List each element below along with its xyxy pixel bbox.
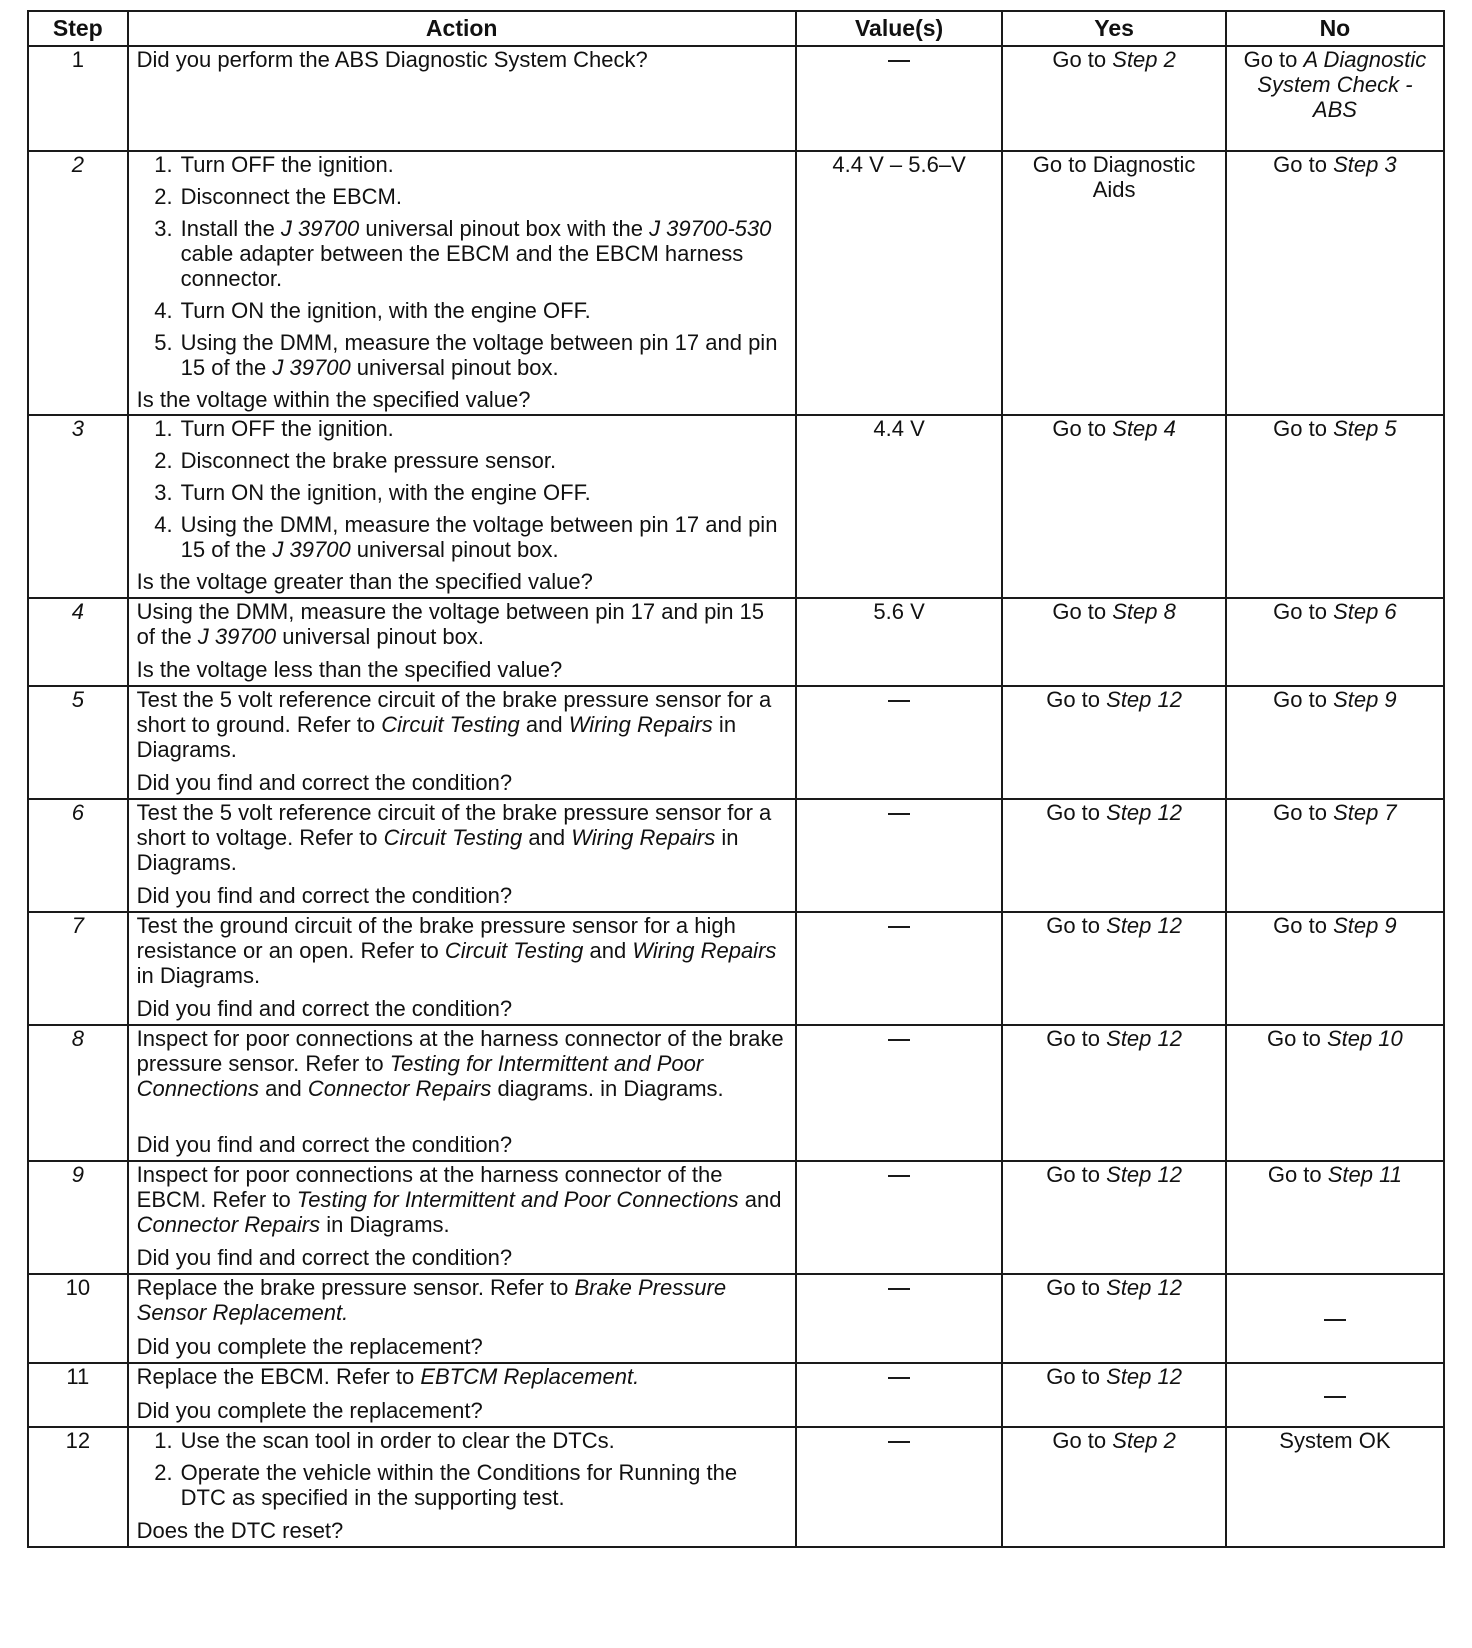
yes-cell[interactable]	[1002, 598, 1225, 686]
action-step-number: 3.	[154, 480, 173, 505]
step-number	[28, 912, 128, 1025]
no-cell[interactable]	[1226, 1363, 1444, 1427]
step-number	[28, 415, 128, 598]
reference-text: Testing for Intermittent and Poor Connections	[136, 1051, 704, 1101]
text-run: Replace the EBCM. Refer to	[136, 1364, 421, 1389]
step-number-text: 9	[71, 1162, 84, 1187]
no-cell[interactable]	[1226, 1274, 1444, 1363]
action-step-text	[181, 216, 787, 291]
action-step-number: 5.	[154, 330, 173, 355]
step-number	[28, 1427, 128, 1547]
text-run: System OK	[1279, 1428, 1391, 1453]
step-number-text: 5	[71, 687, 84, 712]
table-row	[28, 415, 1444, 598]
value-cell	[796, 151, 1003, 415]
step-number-text: 2	[71, 152, 84, 177]
header-yes: Yes	[1002, 11, 1225, 46]
step-number-text: 8	[71, 1026, 84, 1051]
text-run: Test the ground circuit of the brake pressure sensor for a high resistance or an open. Refer to	[136, 913, 736, 963]
action-step-number: 2.	[154, 448, 173, 473]
text-run: Go to	[1046, 913, 1107, 938]
text-run: cable adapter between the EBCM and the EBCM harness connector.	[180, 241, 744, 291]
text-run: Go to	[1052, 47, 1113, 72]
no-cell[interactable]	[1226, 46, 1444, 151]
text-run: Go to	[1267, 1026, 1327, 1051]
dash-mark	[888, 1039, 910, 1041]
dash-mark	[888, 926, 910, 928]
value-cell	[796, 1274, 1003, 1363]
dash-mark	[888, 1288, 910, 1290]
table-row	[28, 151, 1444, 415]
table-row	[28, 1427, 1444, 1547]
header-action: Action	[128, 11, 796, 46]
action-step-item	[137, 1428, 787, 1453]
reference-text: Wiring Repairs	[632, 938, 777, 963]
no-cell[interactable]	[1226, 151, 1444, 415]
action-step-text	[181, 1428, 787, 1453]
action-cell	[128, 1274, 796, 1363]
text-run: Using the DMM, measure the voltage between pin 17 and pin 15 of the	[180, 330, 778, 380]
yes-cell[interactable]	[1002, 151, 1225, 415]
no-cell[interactable]	[1226, 1427, 1444, 1547]
text-run: and	[258, 1076, 308, 1101]
no-cell[interactable]	[1226, 686, 1444, 799]
action-cell	[128, 46, 796, 151]
value-cell	[796, 686, 1003, 799]
table-row	[28, 1161, 1444, 1274]
text-run: Go to	[1046, 1364, 1107, 1389]
text-run: Turn ON the ignition, with the engine OFF.	[180, 298, 591, 323]
action-step-item	[137, 184, 787, 209]
reference-text: Step 2	[1112, 1428, 1176, 1453]
reference-text: Circuit Testing	[444, 938, 584, 963]
action-body	[137, 913, 787, 994]
action-content	[137, 1275, 787, 1359]
table-row	[28, 686, 1444, 799]
reference-text: J 39700	[197, 624, 277, 649]
reference-text: Step 4	[1112, 416, 1176, 441]
step-number	[28, 686, 128, 799]
reference-text: Brake Pressure Sensor Replacement.	[136, 1275, 727, 1325]
diagnostic-document	[27, 10, 1445, 1548]
reference-text: Step 6	[1333, 599, 1397, 624]
action-steps-list	[137, 1428, 787, 1510]
step-number-text: 10	[65, 1275, 91, 1300]
action-body	[137, 1364, 787, 1395]
table-row	[28, 912, 1444, 1025]
action-step-item	[137, 448, 787, 473]
reference-text: Step 9	[1333, 913, 1397, 938]
no-cell[interactable]	[1226, 912, 1444, 1025]
action-cell	[128, 151, 796, 415]
reference-text: Step 10	[1326, 1026, 1403, 1051]
dash-mark	[888, 60, 910, 62]
text-run: Test the 5 volt reference circuit of the brake pressure sensor for a short to voltage. Refer to	[136, 800, 772, 850]
text-run: diagrams. in Diagrams.	[491, 1076, 724, 1101]
action-content	[137, 687, 787, 795]
action-step-item	[137, 480, 787, 505]
text-run: Go to	[1273, 800, 1334, 825]
table-row	[28, 598, 1444, 686]
reference-text: Step 12	[1106, 800, 1182, 825]
value-cell	[796, 46, 1003, 151]
reference-text: Step 2	[1112, 47, 1176, 72]
dash-mark	[888, 1441, 910, 1443]
text-run: Go to	[1273, 152, 1334, 177]
text-run: Go to	[1046, 800, 1107, 825]
action-step-item	[137, 512, 787, 562]
action-body	[137, 1162, 787, 1243]
action-text	[137, 800, 787, 875]
text-run: and	[738, 1187, 782, 1212]
action-step-item	[137, 152, 787, 177]
reference-text: Step 3	[1333, 152, 1397, 177]
value-text: 4.4 V	[873, 416, 925, 441]
text-run: and	[583, 938, 633, 963]
yes-cell[interactable]	[1002, 1025, 1225, 1161]
no-cell[interactable]	[1226, 1025, 1444, 1161]
text-run: Go to	[1273, 913, 1334, 938]
action-step-item	[137, 330, 787, 380]
action-body	[137, 687, 787, 768]
action-cell	[128, 415, 796, 598]
action-step-item	[137, 298, 787, 323]
step-number-text: 6	[71, 800, 84, 825]
text-run: Install the	[180, 216, 281, 241]
action-text	[137, 687, 787, 762]
dash-mark	[888, 700, 910, 702]
step-number-text: 12	[65, 1428, 91, 1453]
text-run: Go to	[1046, 1162, 1107, 1187]
action-step-number: 4.	[154, 512, 173, 537]
text-run: universal pinout box.	[350, 355, 559, 380]
dash-mark	[1324, 1319, 1346, 1321]
step-number	[28, 1161, 128, 1274]
action-step-number: 2.	[154, 1460, 173, 1485]
step-number-text: 1	[71, 47, 84, 72]
step-number-text: 7	[71, 913, 84, 938]
action-content	[137, 913, 787, 1021]
text-run: Test the 5 volt reference circuit of the brake pressure sensor for a short to ground. Refer to	[136, 687, 772, 737]
text-run: Go to Diagnostic Aids	[1032, 152, 1196, 202]
reference-text: Step 5	[1333, 416, 1397, 441]
text-run: Disconnect the EBCM.	[180, 184, 402, 209]
header-values: Value(s)	[796, 11, 1003, 46]
action-cell	[128, 686, 796, 799]
action-text	[137, 1162, 787, 1237]
text-run: Go to	[1052, 416, 1113, 441]
dash-mark	[888, 1377, 910, 1379]
text-run: Go to	[1046, 1026, 1107, 1051]
text-run: Using the DMM, measure the voltage between pin 17 and pin 15 of the	[180, 512, 778, 562]
action-content	[137, 47, 787, 147]
action-text	[137, 913, 787, 988]
text-run: in Diagrams.	[136, 963, 261, 988]
action-text	[137, 1026, 787, 1101]
step-number-text: 4	[71, 599, 84, 624]
text-run: Inspect for poor connections at the harness connector of the brake pressure sensor. Refer to	[136, 1026, 784, 1076]
action-body	[137, 47, 787, 78]
action-step-text	[181, 416, 787, 441]
text-run: universal pinout box.	[350, 537, 559, 562]
text-run: Go to	[1243, 47, 1304, 72]
action-question: Did you find and correct the condition?	[136, 770, 513, 795]
action-step-number: 1.	[154, 1428, 173, 1453]
value-cell	[796, 1363, 1003, 1427]
yes-cell[interactable]	[1002, 415, 1225, 598]
yes-cell[interactable]	[1002, 799, 1225, 912]
action-step-number: 1.	[154, 152, 173, 177]
action-content	[137, 416, 787, 594]
text-run: Operate the vehicle within the Conditions for Running the DTC as specified in the supporting test.	[180, 1460, 738, 1510]
action-cell	[128, 1427, 796, 1547]
action-step-item	[137, 1460, 787, 1510]
reference-text: Connector Repairs	[136, 1212, 321, 1237]
no-cell[interactable]	[1226, 598, 1444, 686]
action-question: Did you find and correct the condition?	[136, 1245, 513, 1270]
text-run: Go to	[1273, 599, 1334, 624]
action-question: Did you find and correct the condition?	[136, 883, 513, 908]
step-number-text: 3	[71, 416, 84, 441]
action-content	[137, 152, 787, 411]
reference-text: Step 9	[1333, 687, 1397, 712]
step-number	[28, 598, 128, 686]
value-text: 5.6 V	[873, 599, 925, 624]
text-run: universal pinout box with the	[359, 216, 650, 241]
value-cell	[796, 799, 1003, 912]
action-steps-list	[137, 152, 787, 380]
action-step-text	[181, 512, 787, 562]
action-content	[137, 1428, 787, 1543]
action-question: Did you find and correct the condition?	[136, 996, 513, 1021]
action-step-number: 2.	[154, 184, 173, 209]
text-run: Go to	[1046, 687, 1107, 712]
action-content	[137, 800, 787, 908]
value-cell	[796, 1427, 1003, 1547]
yes-cell[interactable]	[1002, 1161, 1225, 1274]
no-cell[interactable]	[1226, 415, 1444, 598]
action-text	[137, 1364, 787, 1389]
text-run: Using the DMM, measure the voltage between pin 17 and pin 15 of the	[136, 599, 765, 649]
diagnostic-table	[27, 10, 1445, 1548]
action-cell	[128, 912, 796, 1025]
step-number	[28, 1274, 128, 1363]
yes-cell[interactable]	[1002, 46, 1225, 151]
header-row	[28, 11, 1444, 46]
reference-text: Testing for Intermittent and Poor Connections	[296, 1187, 739, 1212]
action-cell	[128, 1161, 796, 1274]
yes-cell[interactable]	[1002, 686, 1225, 799]
text-run: Disconnect the brake pressure sensor.	[180, 448, 557, 473]
yes-cell[interactable]	[1002, 912, 1225, 1025]
reference-text: Circuit Testing	[383, 825, 523, 850]
reference-text: J 39700	[272, 537, 351, 562]
action-question: Is the voltage greater than the specified value?	[136, 569, 593, 594]
text-run: Go to	[1052, 599, 1113, 624]
text-run: universal pinout box.	[276, 624, 484, 649]
action-content	[137, 599, 787, 682]
text-run: Inspect for poor connections at the harness connector of the EBCM. Refer to	[136, 1162, 723, 1212]
action-question: Did you complete the replacement?	[136, 1398, 483, 1423]
reference-text: Step 12	[1106, 1364, 1182, 1389]
action-step-number: 4.	[154, 298, 173, 323]
action-text	[137, 599, 787, 649]
reference-text: Step 8	[1112, 599, 1176, 624]
action-question: Did you complete the replacement?	[136, 1334, 483, 1359]
action-step-text	[181, 1460, 787, 1510]
step-number	[28, 46, 128, 151]
reference-text: EBTCM Replacement.	[420, 1364, 640, 1389]
action-body	[137, 599, 787, 655]
action-step-text	[181, 330, 787, 380]
no-cell[interactable]	[1226, 799, 1444, 912]
value-cell	[796, 415, 1003, 598]
action-question: Is the voltage within the specified value?	[136, 387, 531, 412]
value-cell	[796, 598, 1003, 686]
value-cell	[796, 1161, 1003, 1274]
reference-text: Step 12	[1106, 1026, 1182, 1051]
value-text: 4.4 V – 5.6–V	[832, 152, 966, 177]
reference-text: Connector Repairs	[307, 1076, 492, 1101]
action-body	[137, 800, 787, 881]
action-step-text	[181, 480, 787, 505]
header-step: Step	[28, 11, 128, 46]
text-run: Did you perform the ABS Diagnostic System Check?	[136, 47, 648, 72]
action-body	[137, 152, 787, 387]
text-run: Go to	[1052, 1428, 1113, 1453]
action-step-text	[181, 152, 787, 177]
reference-text: Wiring Repairs	[568, 712, 713, 737]
reference-text: Circuit Testing	[381, 712, 520, 737]
table-row	[28, 1363, 1444, 1427]
table-row	[28, 1025, 1444, 1161]
yes-cell[interactable]	[1002, 1363, 1225, 1427]
action-step-number: 1.	[154, 416, 173, 441]
table-row	[28, 1274, 1444, 1363]
text-run: Go to	[1273, 687, 1334, 712]
action-step-item	[137, 416, 787, 441]
text-run: Turn ON the ignition, with the engine OFF.	[180, 480, 591, 505]
text-run: Use the scan tool in order to clear the DTCs.	[180, 1428, 615, 1453]
action-body	[137, 1428, 787, 1517]
action-step-number: 3.	[154, 216, 173, 241]
reference-text: Step 12	[1106, 1162, 1182, 1187]
dash-mark	[888, 813, 910, 815]
reference-text: Step 11	[1327, 1162, 1402, 1187]
table-row	[28, 46, 1444, 151]
text-run: in Diagrams.	[136, 825, 739, 875]
action-cell	[128, 598, 796, 686]
no-cell[interactable]	[1226, 1161, 1444, 1274]
reference-text: Step 12	[1106, 913, 1182, 938]
action-cell	[128, 799, 796, 912]
action-text	[137, 47, 787, 72]
value-cell	[796, 912, 1003, 1025]
reference-text: Step 7	[1333, 800, 1397, 825]
reference-text: Step 12	[1106, 687, 1182, 712]
text-run: in Diagrams.	[320, 1212, 450, 1237]
action-step-item	[137, 216, 787, 291]
reference-text: Wiring Repairs	[571, 825, 716, 850]
text-run: Go to	[1046, 1275, 1107, 1300]
action-cell	[128, 1363, 796, 1427]
table-body	[28, 46, 1444, 1547]
action-content	[137, 1162, 787, 1270]
action-cell	[128, 1025, 796, 1161]
action-body	[137, 1275, 787, 1331]
action-step-text	[181, 184, 787, 209]
dash-mark	[1324, 1396, 1346, 1398]
action-question: Does the DTC reset?	[136, 1518, 344, 1543]
text-run: Turn OFF the ignition.	[180, 152, 394, 177]
yes-cell[interactable]	[1002, 1274, 1225, 1363]
step-number	[28, 1363, 128, 1427]
text-run: and	[522, 825, 572, 850]
text-run: in Diagrams.	[136, 712, 737, 762]
reference-text: J 39700-530	[649, 216, 772, 241]
step-number	[28, 151, 128, 415]
step-number	[28, 1025, 128, 1161]
reference-text: J 39700	[272, 355, 351, 380]
action-body	[137, 416, 787, 569]
text-run: Turn OFF the ignition.	[180, 416, 394, 441]
text-run: Go to	[1267, 1162, 1328, 1187]
reference-text: A Diagnostic System Check - ABS	[1257, 47, 1427, 122]
table-row	[28, 799, 1444, 912]
action-step-text	[181, 298, 787, 323]
reference-text: Step 12	[1106, 1275, 1182, 1300]
dash-mark	[888, 1175, 910, 1177]
yes-cell[interactable]	[1002, 1427, 1225, 1547]
action-text	[137, 1275, 787, 1325]
header-no: No	[1226, 11, 1444, 46]
value-cell	[796, 1025, 1003, 1161]
step-number	[28, 799, 128, 912]
text-run: Go to	[1273, 416, 1334, 441]
action-question: Is the voltage less than the specified value?	[136, 657, 563, 682]
action-content	[137, 1364, 787, 1423]
text-run: and	[519, 712, 569, 737]
action-question: Did you find and correct the condition?	[136, 1132, 513, 1157]
action-steps-list	[137, 416, 787, 562]
text-run: Replace the brake pressure sensor. Refer to	[136, 1275, 575, 1300]
action-content	[137, 1026, 787, 1157]
action-step-text	[181, 448, 787, 473]
action-body	[137, 1026, 787, 1107]
reference-text: J 39700	[280, 216, 360, 241]
step-number-text: 11	[66, 1364, 90, 1389]
